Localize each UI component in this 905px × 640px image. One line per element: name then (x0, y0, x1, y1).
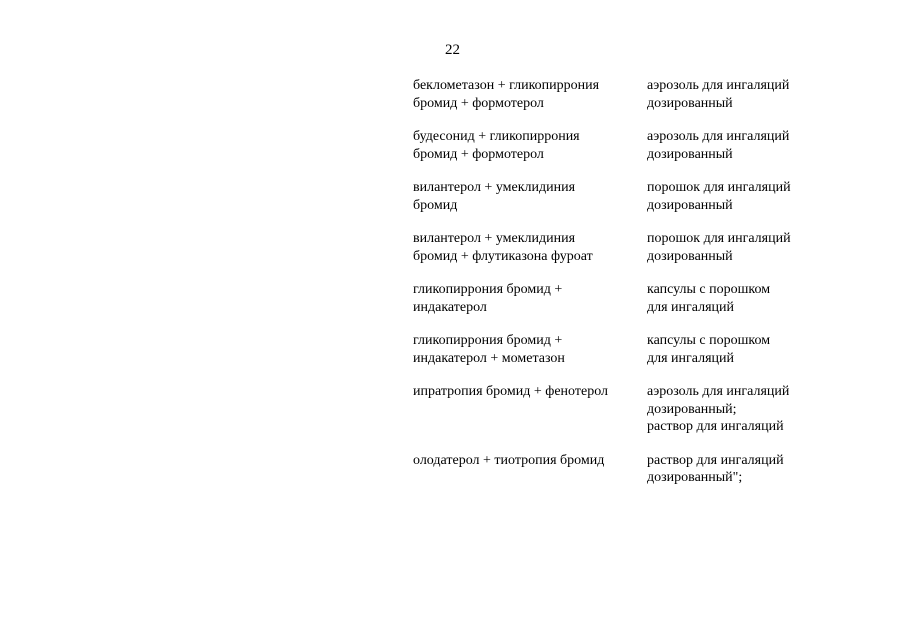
drug-name-line: олодатерол + тиотропия бромид (413, 452, 605, 468)
dosage-form (647, 332, 833, 367)
drug-name (413, 230, 647, 265)
drug-name (413, 452, 647, 487)
dosage-form-line: аэрозоль для ингаляций (647, 384, 790, 399)
drug-name-line: гликопиррония бромид + (413, 282, 563, 297)
drug-name-line: гликопиррония бромид + (413, 333, 563, 348)
page-number: 22 (445, 42, 460, 58)
drug-table (413, 77, 833, 487)
drug-name-line: бромид + формотерол (413, 146, 544, 162)
dosage-form-line: порошок для ингаляций (647, 231, 791, 246)
dosage-form-line: дозированный (647, 248, 733, 264)
dosage-form-line: аэрозоль для ингаляций (647, 78, 790, 93)
dosage-form (647, 179, 833, 214)
table-row (413, 281, 833, 316)
dosage-form-line: аэрозоль для ингаляций (647, 129, 790, 144)
drug-name-line: бромид (413, 197, 458, 213)
dosage-form-line: раствор для ингаляций (647, 419, 784, 434)
drug-name (413, 281, 647, 316)
table-row (413, 452, 833, 487)
dosage-form-line: дозированный (647, 146, 733, 162)
drug-name-line: вилантерол + умеклидиния (413, 231, 576, 246)
dosage-form (647, 383, 833, 436)
dosage-form (647, 230, 833, 265)
drug-name-line: бромид + формотерол (413, 95, 544, 111)
drug-name-line: беклометазон + гликопиррония (413, 78, 600, 93)
drug-name-line: индакатерол (413, 299, 487, 315)
dosage-form-line: для ингаляций (647, 350, 735, 366)
dosage-form-line: порошок для ингаляций (647, 180, 791, 195)
dosage-form-line: капсулы с порошком (647, 333, 771, 348)
dosage-form-line: капсулы с порошком (647, 282, 771, 297)
drug-name (413, 128, 647, 163)
table-row (413, 230, 833, 265)
drug-name-line: индакатерол + мометазон (413, 350, 565, 366)
table-row (413, 179, 833, 214)
dosage-form-line: дозированный (647, 197, 733, 213)
dosage-form-line: для ингаляций (647, 299, 735, 315)
table-row (413, 128, 833, 163)
drug-name (413, 77, 647, 112)
drug-name-line: вилантерол + умеклидиния (413, 180, 576, 195)
dosage-form (647, 77, 833, 112)
drug-name (413, 332, 647, 367)
dosage-form-line: дозированный; (647, 401, 737, 417)
table-row (413, 77, 833, 112)
drug-name-line: ипратропия бромид + фенотерол (413, 384, 609, 399)
dosage-form-line: раствор для ингаляций (647, 452, 784, 468)
drug-name (413, 179, 647, 214)
dosage-form (647, 128, 833, 163)
table-row (413, 332, 833, 367)
drug-name (413, 383, 647, 436)
dosage-form-line: дозированный (647, 95, 733, 111)
table-row (413, 383, 833, 436)
dosage-form (647, 281, 833, 316)
dosage-form-line: дозированный"; (647, 470, 743, 485)
dosage-form (647, 452, 833, 487)
drug-name-line: бромид + флутиказона фуроат (413, 248, 593, 264)
drug-name-line: будесонид + гликопиррония (413, 129, 580, 144)
